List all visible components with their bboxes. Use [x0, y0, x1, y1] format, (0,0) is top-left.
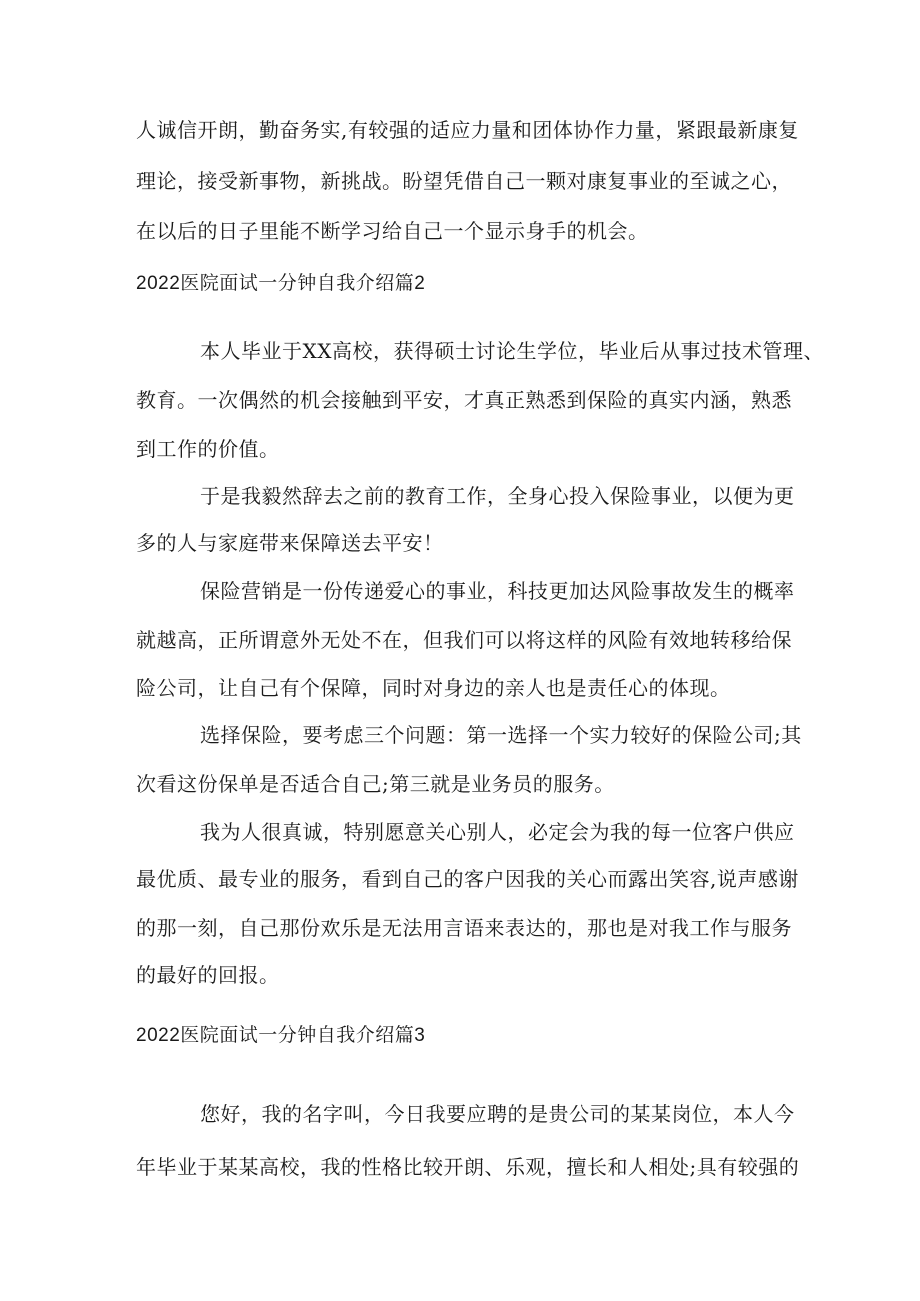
- paragraph-line: 到工作的价值。: [136, 437, 280, 461]
- paragraph-line: 于是我毅然辞去之前的教育工作，全身心投入保险事业，以便为更: [200, 484, 795, 508]
- paragraph-line: 在以后的日子里能不断学习给自己一个显示身手的机会。: [136, 219, 649, 243]
- paragraph-line: 教育。一次偶然的机会接触到平安，才真正熟悉到保险的真实内涵，熟悉: [136, 388, 792, 412]
- paragraph-line: 多的人与家庭带来保障送去平安！: [136, 531, 444, 555]
- paragraph-line: 的最好的回报。: [136, 963, 280, 987]
- paragraph-line: 本人毕业于XX高校，获得硕士讨论生学位，毕业后从事过技术管理、: [200, 339, 824, 363]
- paragraph-line: 的那一刻，自己那份欢乐是无法用言语来表达的，那也是对我工作与服务: [136, 916, 792, 940]
- paragraph-line: 年毕业于某某高校，我的性格比较开朗、乐观，擅长和人相处;具有较强的: [136, 1155, 800, 1179]
- section-heading: 2022医院面试一分钟自我介绍篇3: [136, 1025, 426, 1046]
- paragraph-line: 最优质、最专业的服务，看到自己的客户因我的关心而露出笑容,说声感谢: [136, 867, 799, 891]
- paragraph-line: 次看这份保单是否适合自己;第三就是业务员的服务。: [136, 772, 615, 796]
- paragraph-line: 我为人很真诚，特别愿意关心别人，必定会为我的每一位客户供应: [200, 820, 795, 844]
- paragraph-line: 险公司，让自己有个保障，同时对身边的亲人也是责任心的体现。: [136, 676, 731, 700]
- paragraph-line: 就越高，正所谓意外无处不在，但我们可以将这样的风险有效地转移给保: [136, 628, 792, 652]
- paragraph-line: 您好，我的名字叫，今日我要应聘的是贵公司的某某岗位，本人今: [200, 1102, 795, 1126]
- section-heading: 2022医院面试一分钟自我介绍篇2: [136, 273, 426, 294]
- paragraph-line: 人诚信开朗，勤奋务实,有较强的适应力量和团体协作力量，紧跟最新康复: [136, 118, 799, 142]
- paragraph-line: 保险营销是一份传递爱心的事业，科技更加达风险事故发生的概率: [200, 579, 795, 603]
- paragraph-line: 选择保险，要考虑三个问题：第一选择一个实力较好的保险公司;其: [200, 723, 802, 747]
- paragraph-line: 理论，接受新事物，新挑战。盼望凭借自己一颗对康复事业的至诚之心，: [136, 169, 792, 193]
